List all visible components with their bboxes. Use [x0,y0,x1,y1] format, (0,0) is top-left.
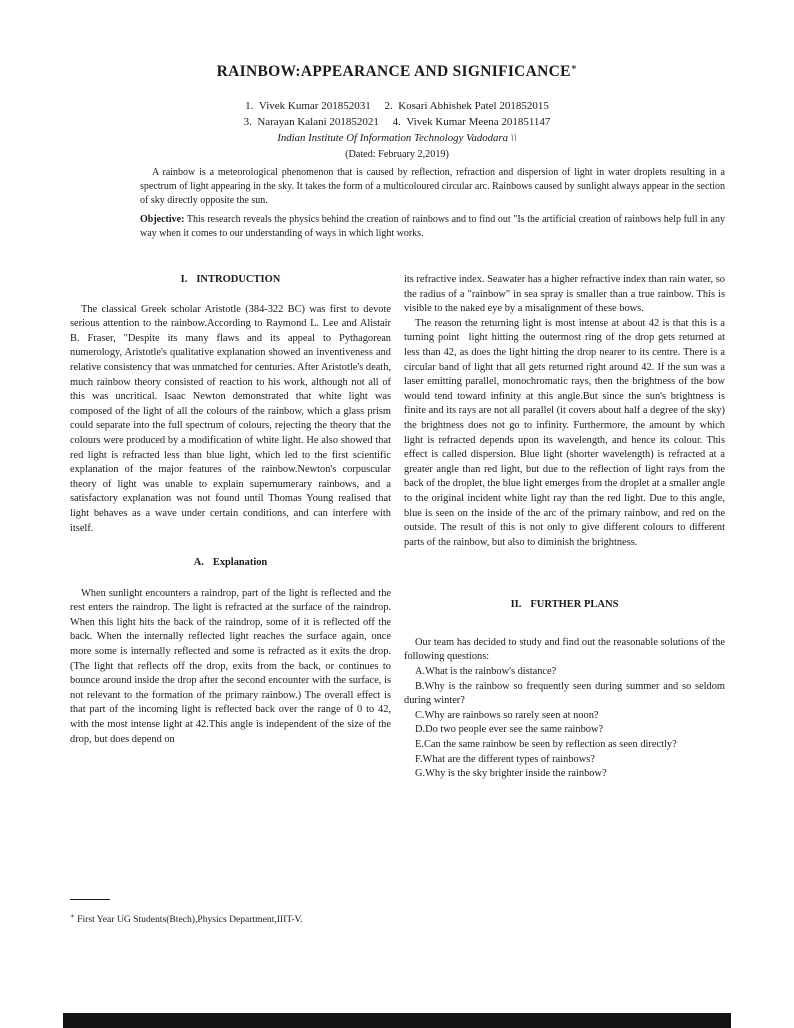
footnote-text: First Year UG Students(Btech),Physics Department,IIIT-V. [77,914,303,926]
section-introduction-title: INTRODUCTION [196,274,281,285]
page-bottom-bar [63,1013,731,1028]
author-line-1: 1. Vivek Kumar 201852031 2. Kosari Abhishek Patel 201852015 [245,100,549,113]
author-line-2: 3. Narayan Kalani 201852021 4. Vivek Kumar Meena 201851147 [243,116,551,129]
introduction-paragraph: The classical Greek scholar Aristotle (384-322 BC) was first to devote serious attention to the rainbow.According to Raymond L. Lee and Alistair B. Fraser, "Despite its many flaws and its appeal to Pythagorean numerology, Aristotle's qualitative explanation showed an inventiveness and relative consistency that was unmatched for centuries. After Aristotle's death, much rainbow theory consisted of reaction to his work, although not all of this was uncritical. Isaac Newton demonstrated that white light was composed of the light of all the colours of the rainbow, which a glass prism could separate into the full spectrum of colours, rejecting the theory that the colours were produced by a modification of white light. He also showed that red light is refracted less than blue light, which led to the first scientific explanation of the major features of the rainbow.Newton's corpuscular theory of light was unable to explain supernumerary rainbows, and a satisfactory explanation was not found until Thomas Young realised that light behaves as a wave under certain conditions, and can interfere with itself. [70,303,391,534]
question-item: B.Why is the rainbow so frequently seen during summer and so seldom during winter? [404,680,725,707]
section-further-plans-heading [404,598,725,613]
right-column [404,273,725,782]
footnote-block [70,899,392,926]
objective-label: Objective: [140,214,185,226]
title-footnote-mark: ∗ [570,62,578,72]
objective-text: This research reveals the physics behind the creation of rainbows and to find out "Is the artificial creation of rainbows help full in any way when it comes to our understanding of ways in which light works. [140,214,725,240]
objective-paragraph [140,213,725,241]
question-item: A.What is the rainbow's distance? [415,666,557,678]
section-further-plans-number: II. [510,599,522,611]
dispersion-paragraph: The reason the returning light is most intense at about 42 is that this is a turning point light hitting the outermost ring of the drop gets returned at less than 42, as does the light hitting the drop nearer to its centre. There is a circular band of light that all gets returned right around 42. If the sun was a laser emitting parallel, monochromatic rays, then the brightness of the bow would tend toward infinity at this angle.But since the sun's brightness is finite and its rays are not all parallel (it covers about half a degree of the sky) the brightness does not go to infinity. Furthermore, the amount by which light is refracted depends upon its wavelength, and hence its colour. This effect is called dispersion. Blue light (shorter wavelength) is refracted at a greater angle than red light, but due to the reflection of light rays from the back of the droplet, the blue light emerges from the droplet at a smaller angle to the original incident white light ray than the red light. Due to this angle, blue is seen on the inside of the arc of the primary rainbow, and red on the outside. The result of this is not only to give different colours to different parts of the rainbow, but also to diminish the brightness. [404,317,725,548]
footnote [70,910,392,926]
subsection-explanation-number: A. [193,557,204,569]
question-item: D.Do two people ever see the same rainbow? [415,724,604,736]
footnote-rule [70,899,110,900]
subsection-explanation-heading [70,556,391,571]
section-further-plans-title: FURTHER PLANS [530,599,619,611]
abstract-text: A rainbow is a meteorological phenomenon that is caused by reflection, refraction and dispersion of light in water droplets resulting in a spectrum of light appearing in the sky. It takes the form of a multicoloured circular arc. Rainbows caused by sunlight always appear in the section of sky directly opposite the sun. [140,167,725,206]
question-item: F.What are the different types of rainbows? [415,753,595,765]
section-introduction-number: I. [180,274,188,285]
left-column [70,273,391,747]
subsection-explanation-title: Explanation [212,557,268,569]
paper-title [0,62,794,81]
question-item: C.Why are rainbows so rarely seen at noon? [415,709,599,721]
paper-title-text: RAINBOW:APPEARANCE AND SIGNIFICANCE [216,63,571,81]
section-introduction-heading [70,273,391,288]
footnote-mark: ∗ [70,912,75,920]
question-item: G.Why is the sky brighter inside the rainbow? [415,768,607,780]
further-plans-intro: Our team has decided to study and find out the reasonable solutions of the following questions: [404,636,725,663]
abstract-block [140,166,725,241]
title-block [0,62,794,162]
affiliation: Indian Institute Of Information Technology Vadodara \\ [277,132,517,145]
explanation-paragraph: When sunlight encounters a raindrop, part of the light is reflected and the rest enters the raindrop. The light is refracted at the surface of the raindrop. When this light hits the back of the raindrop, some of it is reflected off the back. When the internally reflected light reaches the surface again, once more some is internally reflected and some is refracted as it exits the drop. (The light that reflects off the drop, exits from the back, or continues to bounce around inside the drop after the second encounter with the surface, is not relevant to the formation of the primary rainbow.) The overall effect is that part of the incoming light is reflected back over the range of 0 to 42, with the most intense light at 42.This angle is independent of the size of the drop, but does depend on [70,587,391,745]
date-line: (Dated: February 2,2019) [345,149,449,161]
explanation-continuation-paragraph: its refractive index. Seawater has a higher refractive index than rain water, so the radius of a "rainbow" in sea spray is smaller than a true rainbow. This is visible to the naked eye by a misalignment of these bows. [404,274,725,315]
question-item: E.Can the same rainbow be seen by reflection as seen directly? [415,739,677,751]
